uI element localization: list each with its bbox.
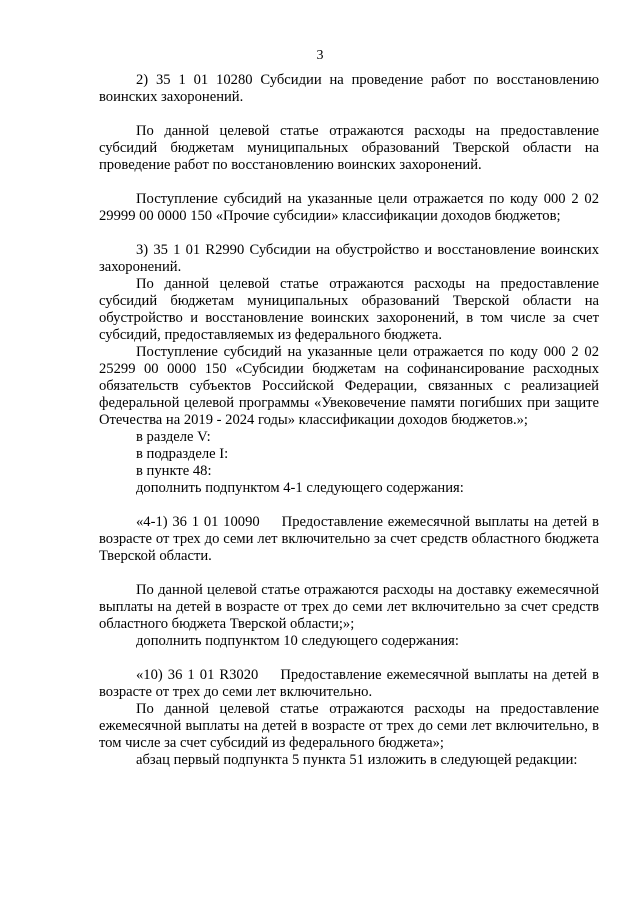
line-subsection-i: в подразделе I:: [136, 446, 229, 462]
paragraph-payment-expenses: По данной целевой статье отражаются расходы на предоставление ежемесячной выплаты на детей в возрасте от трех до семи лет включительно, в том числе за счет субсидий из федерального бюджета»;: [99, 701, 599, 751]
paragraph-delivery-expenses: По данной целевой статье отражаются расходы на доставку ежемесячной выплаты на детей в возрасте от трех до семи лет включительно за счет средств областного бюджета Тверской области;»;: [99, 582, 599, 632]
paragraph-expenses-r2990: По данной целевой статье отражаются расходы на предоставление субсидий бюджетам муниципальных образований Тверской области на обустройство и восстановление воинских захоронений, в том числе за счет субсидий, предоставляемых из федерального бюджета.: [99, 276, 599, 343]
paragraph-income-code-25299: Поступление субсидий на указанные цели отражается по коду 000 2 02 25299 00 0000 150 «Субсидии бюджетам на софинансирование расходных обязательств субъектов Российской Федерации, связанных с реализацией федеральной целевой программы «Увековечение памяти погибших при защите Отечества на 2019 - 2024 годы» классификации доходов бюджетов.»;: [99, 344, 599, 428]
paragraph-expenses-10280: По данной целевой статье отражаются расходы на предоставление субсидий бюджетам муниципальных образований Тверской области на проведение работ по восстановлению воинских захоронений.: [99, 123, 599, 173]
subitem-10-text: Предоставление ежемесячной выплаты на детей в возрасте от трех до семи лет включительно.: [99, 667, 599, 700]
paragraph-subitem-10: [99, 667, 599, 701]
paragraph-income-code-29999: Поступление субсидий на указанные цели отражается по коду 000 2 02 29999 00 0000 150 «Прочие субсидии» классификации доходов бюджетов;: [99, 191, 599, 224]
line-section-v: в разделе V:: [136, 429, 211, 445]
subitem-4-1-text: Предоставление ежемесячной выплаты на детей в возрасте от трех до семи лет включительно за счет средств областного бюджета Тверской области.: [99, 514, 599, 564]
paragraph-subsidy-r2990: 3) 35 1 01 R2990 Субсидии на обустройство и восстановление воинских захоронений.: [99, 242, 599, 275]
paragraph-subsidy-10280: 2) 35 1 01 10280 Субсидии на проведение работ по восстановлению воинских захоронений.: [99, 72, 599, 105]
page-number: 3: [316, 48, 324, 63]
line-paragraph-51-edit: абзац первый подпункта 5 пункта 51 изложить в следующей редакции:: [136, 752, 578, 768]
document-body: [99, 72, 599, 769]
line-add-subitem-4-1: дополнить подпунктом 4-1 следующего содержания:: [136, 480, 464, 496]
line-item-48: в пункте 48:: [136, 463, 212, 479]
line-add-subitem-10: дополнить подпунктом 10 следующего содержания:: [136, 633, 459, 649]
paragraph-subitem-4-1: [99, 514, 599, 565]
code-10090: «4-1) 36 1 01 10090: [136, 514, 260, 530]
code-r3020: «10) 36 1 01 R3020: [136, 667, 259, 683]
